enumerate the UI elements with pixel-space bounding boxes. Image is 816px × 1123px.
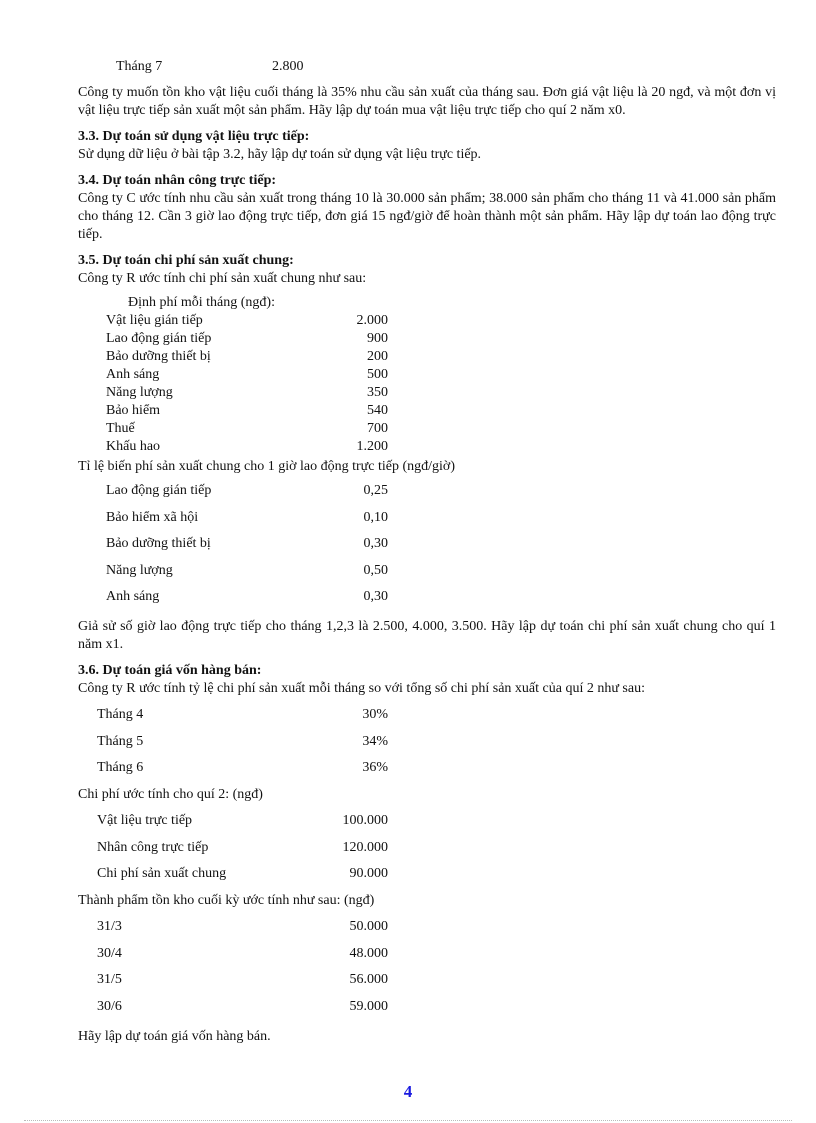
variable-cost-title: Tỉ lệ biến phí sản xuất chung cho 1 giờ lao động trực tiếp (ngđ/giờ) bbox=[78, 459, 455, 474]
month-ratio-list bbox=[78, 706, 776, 786]
exercise-3-6-closing: Hãy lập dự toán giá vốn hàng bán. bbox=[78, 1029, 271, 1044]
fixed-cost-row: Bảo hiểm 540 bbox=[106, 403, 388, 418]
fixed-cost-row: Bảo dưỡng thiết bị 200 bbox=[106, 349, 388, 364]
heading-3-3: 3.3. Dự toán sử dụng vật liệu trực tiếp: bbox=[78, 129, 310, 144]
cost-row: Nhân công trực tiếp 120.000 bbox=[97, 839, 388, 855]
fixed-cost-title: Định phí mỗi tháng (ngđ): bbox=[128, 295, 275, 310]
month-ratio-row: Tháng 4 30% bbox=[97, 707, 388, 722]
inventory-row: 30/6 59.000 bbox=[97, 998, 388, 1014]
cost-list bbox=[78, 812, 776, 892]
exercise-3-3-text: Sử dụng dữ liệu ở bài tập 3.2, hãy lập dự toán sử dụng vật liệu trực tiếp. bbox=[78, 147, 482, 162]
cost-row: Chi phí sản xuất chung 90.000 bbox=[97, 866, 388, 881]
cost-title: Chi phí ước tính cho quí 2: (ngđ) bbox=[78, 786, 263, 802]
variable-cost-list bbox=[78, 482, 776, 610]
exercise-3-5-closing: Giả sử số giờ lao động trực tiếp cho tháng 1,2,3 là 2.500, 4.000, 3.500. Hãy lập dự toán chi phí sản xuất chung cho quí 1 năm x1. bbox=[78, 619, 776, 652]
fixed-cost-list bbox=[78, 312, 776, 456]
variable-cost-row: Bảo hiểm xã hội 0,10 bbox=[106, 509, 388, 525]
page-bottom-divider bbox=[24, 1120, 792, 1121]
inventory-list bbox=[78, 918, 776, 1024]
month-ratio-row: Tháng 6 36% bbox=[97, 760, 388, 775]
month7-label: Tháng 7 bbox=[116, 59, 163, 74]
month7-row bbox=[78, 58, 776, 76]
fixed-cost-row: Năng lượng 350 bbox=[106, 385, 388, 400]
cost-title-row bbox=[78, 786, 776, 813]
fixed-cost-row: Thuế 700 bbox=[106, 421, 388, 436]
fixed-cost-title-row bbox=[78, 294, 776, 312]
inventory-title: Thành phẩm tồn kho cuối kỳ ước tính như sau: (ngđ) bbox=[78, 892, 375, 908]
variable-cost-row: Năng lượng 0,50 bbox=[106, 562, 388, 578]
exercise-3-2-text: Công ty muốn tồn kho vật liệu cuối tháng là 35% nhu cầu sản xuất của tháng sau. Đơn giá vật liệu là 20 ngđ, và một đơn vị vật liệu trực tiếp sản xuất một sản phẩm. Hãy lập dự toán mua vật liệu trực tiếp cho quí 2 năm x0. bbox=[78, 85, 776, 118]
month-ratio-row: Tháng 5 34% bbox=[97, 733, 388, 749]
heading-3-5: 3.5. Dự toán chi phí sản xuất chung: bbox=[78, 253, 294, 268]
inventory-row: 31/3 50.000 bbox=[97, 919, 388, 934]
heading-3-6: 3.6. Dự toán giá vốn hàng bán: bbox=[78, 663, 262, 678]
exercise-3-6-intro: Công ty R ước tính tỷ lệ chi phí sản xuất mỗi tháng so với tổng số chi phí sản xuất của quí 2 như sau: bbox=[78, 681, 645, 696]
heading-3-4: 3.4. Dự toán nhân công trực tiếp: bbox=[78, 173, 277, 188]
inventory-title-row bbox=[78, 892, 776, 919]
cost-row: Vật liệu trực tiếp 100.000 bbox=[97, 813, 388, 828]
variable-cost-row: Bảo dưỡng thiết bị 0,30 bbox=[106, 536, 388, 551]
inventory-row: 30/4 48.000 bbox=[97, 945, 388, 961]
exercise-3-4-text: Công ty C ước tính nhu cầu sản xuất trong tháng 10 là 30.000 sản phẩm; 38.000 sản phẩm cho tháng 11 và 41.000 sản phẩm cho tháng 12. Cần 3 giờ lao động trực tiếp, đơn giá 15 ngđ/giờ để hoàn thành một sản phẩm. Hãy lập dự toán lao động trực tiếp. bbox=[78, 191, 776, 242]
fixed-cost-row: Anh sáng 500 bbox=[106, 367, 388, 382]
exercise-3-5-intro: Công ty R ước tính chi phí sản xuất chung như sau: bbox=[78, 271, 367, 286]
document-page bbox=[78, 58, 776, 1046]
inventory-row: 31/5 56.000 bbox=[97, 972, 388, 987]
variable-cost-row: Anh sáng 0,30 bbox=[106, 589, 388, 604]
variable-cost-row: Lao động gián tiếp 0,25 bbox=[106, 483, 388, 498]
fixed-cost-row: Vật liệu gián tiếp 2.000 bbox=[106, 313, 388, 328]
fixed-cost-row: Lao động gián tiếp 900 bbox=[106, 331, 388, 346]
fixed-cost-row: Khấu hao 1.200 bbox=[106, 439, 388, 454]
month7-value: 2.800 bbox=[272, 59, 304, 74]
page-number: 4 bbox=[403, 1082, 413, 1101]
